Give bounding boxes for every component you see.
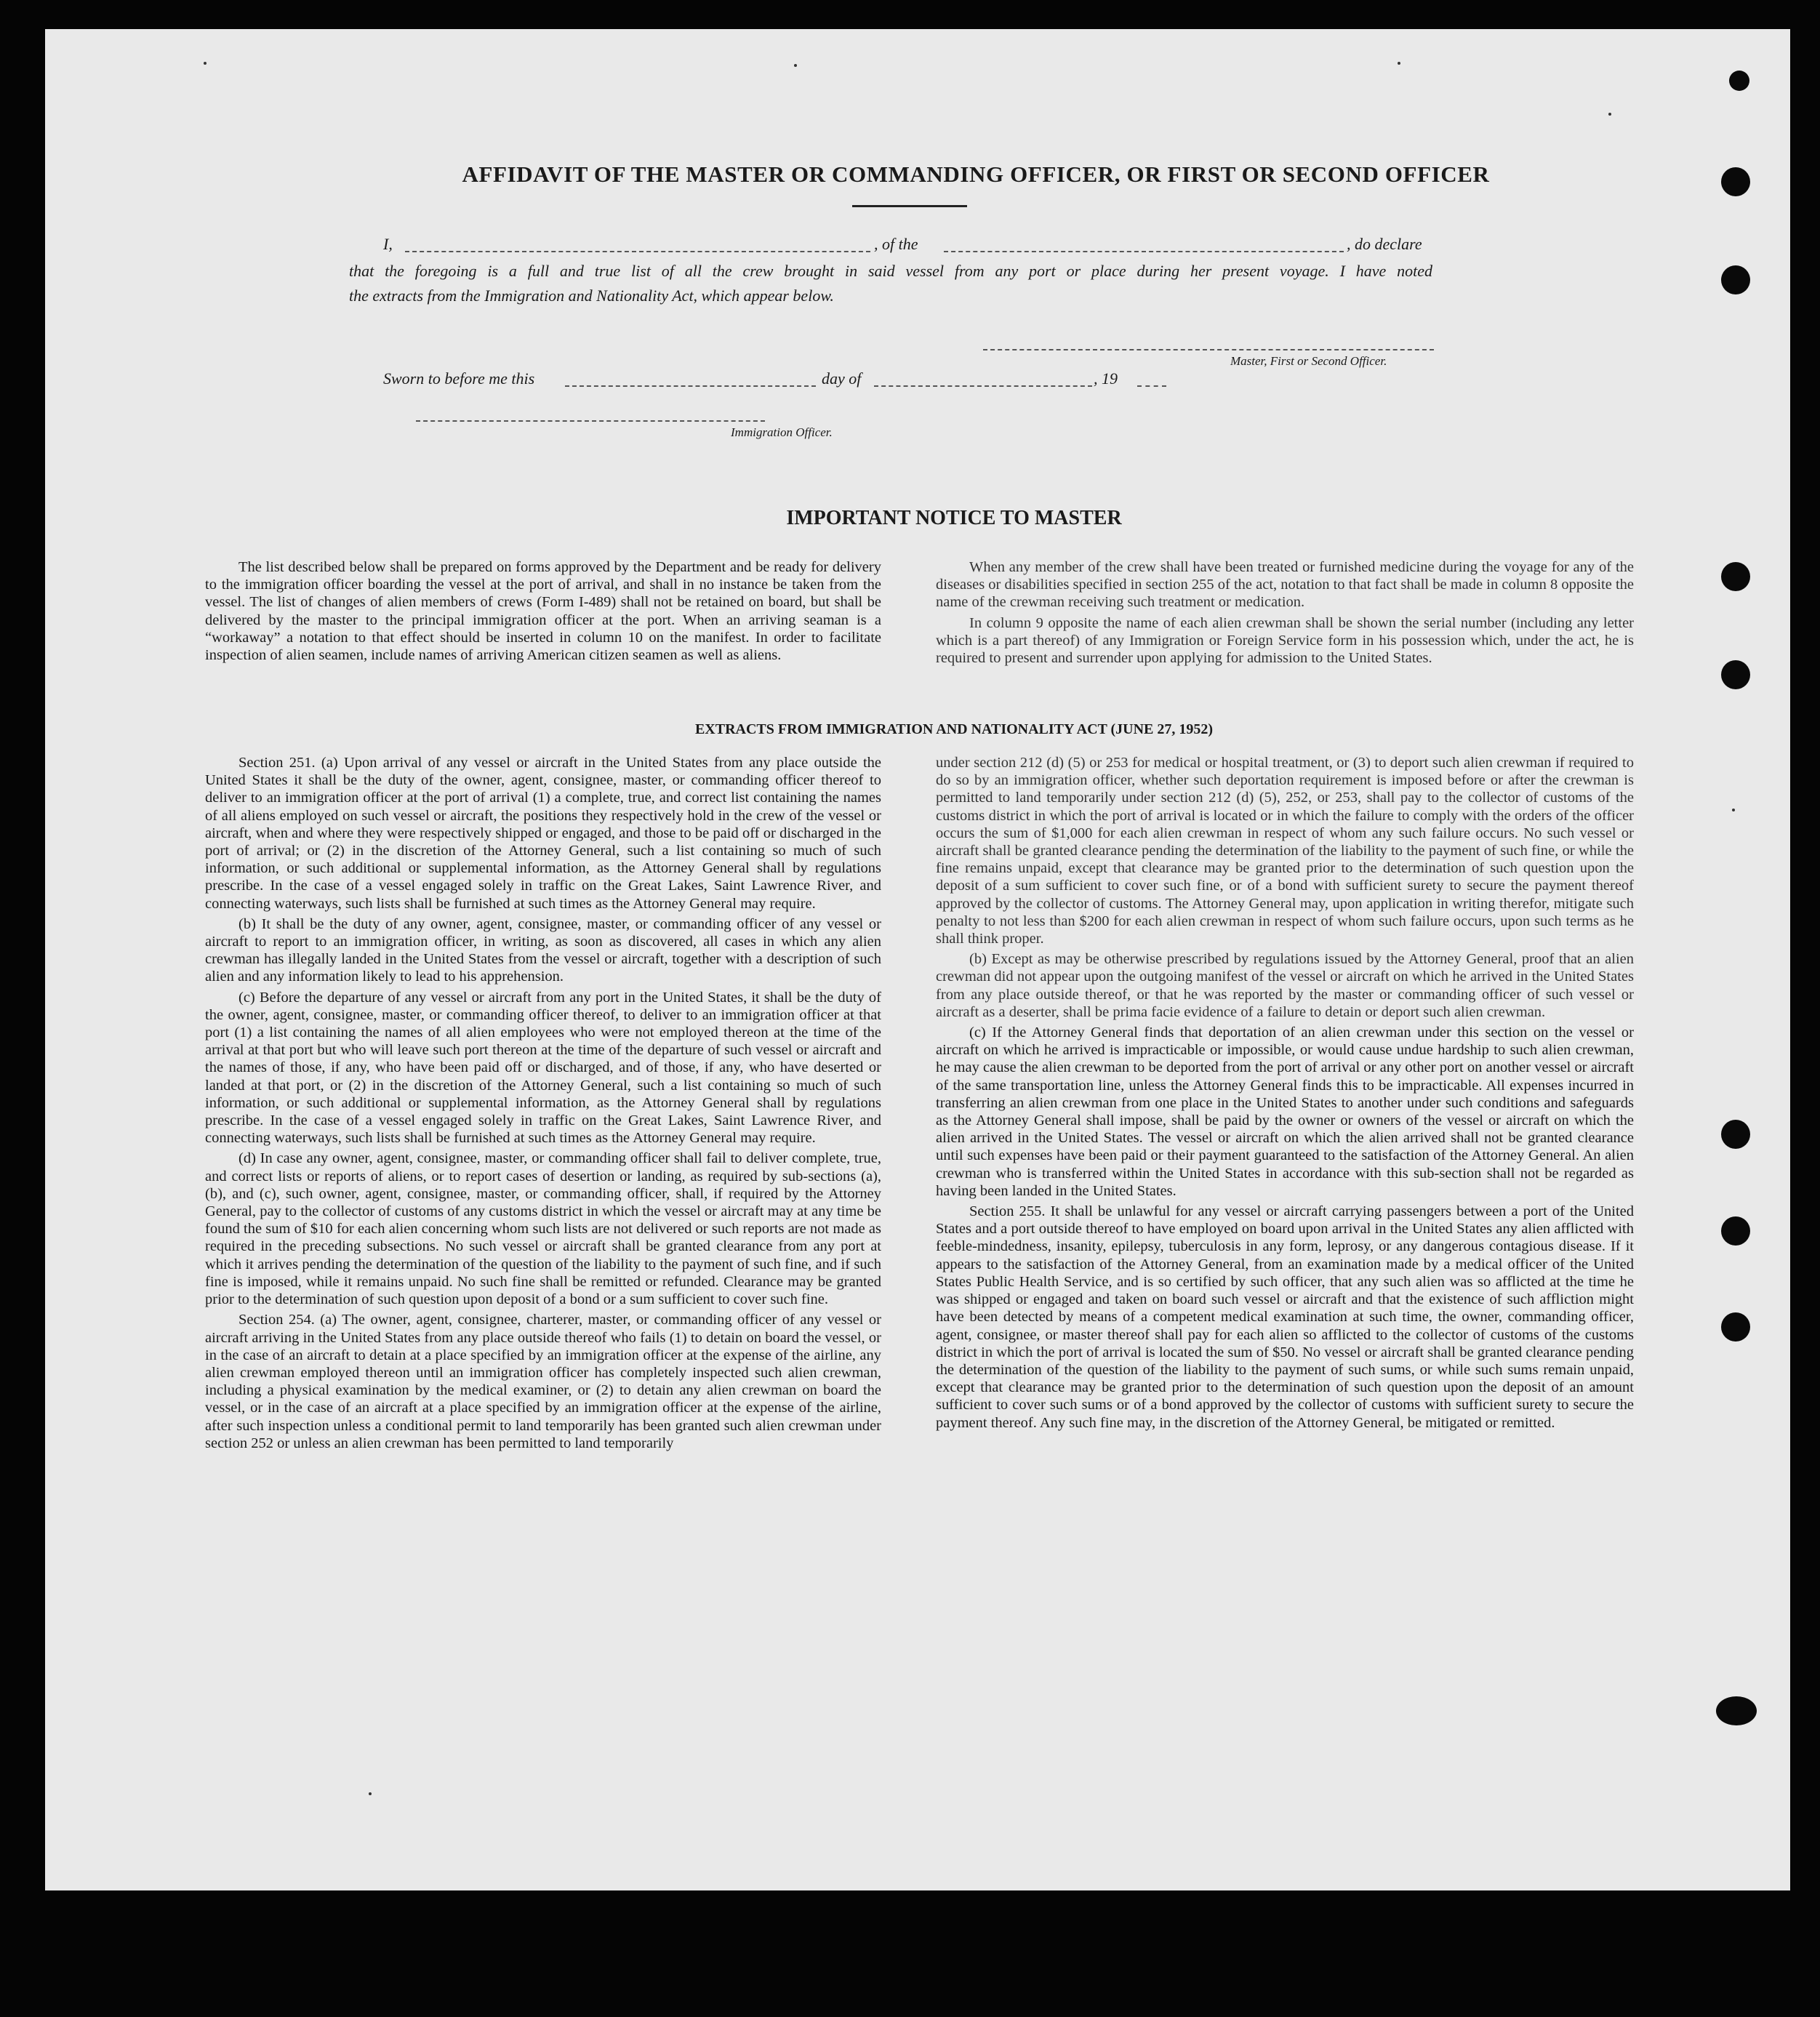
officer-signature-line — [983, 349, 1434, 350]
affidavit-title: AFFIDAVIT OF THE MASTER OR COMMANDING OFFICER, OR FIRST OR SECOND OFFICER — [462, 161, 1490, 187]
section-254-a-continued: under section 212 (d) (5) or 253 for medical or hospital treatment, or (3) to deport such alien crewman if required to do so by an immigration officer, whether such deportation requirement is imposed before or after the crewman is permitted to land temporarily under section 212 (d) (5), 252, or 253, shall pay to the collector of customs of the customs district in which the port of arrival is located or in which the failure to comply with the orders of the officer occurs the sum of $1,000 for each alien crewman in respect of whom any such failure occurs. No such vessel or aircraft shall be granted clearance pending the determination of the liability to the payment of such fine, or while the fine remains unpaid, except that clearance may be granted prior to the determination of such question upon the deposit of a sum sufficient to cover such fine, or of a bond with sufficient surety to secure the payment thereof approved by the collector of customs. The Attorney General may, upon application in writing therefor, mitigate such penalty to not less than $200 for each alien crewman in respect of whom such failure occurs, upon such terms as he shall think proper. — [936, 755, 1634, 947]
sworn-label: Sworn to before me this — [383, 369, 535, 388]
scan-speck — [794, 64, 797, 67]
section-251-b: (b) It shall be the duty of any owner, agent, consignee, master, or commanding officer of any vessel or aircraft to report to an immigration officer, in writing, as soon as discovered, all cases in which any alien crewman has illegally landed in the United States from the vessel or aircraft, together with a description of such alien and any information likely to lead to his apprehension. — [205, 915, 881, 985]
section-251-c: (c) Before the departure of any vessel or aircraft from any port in the United States, it shall be the duty of the owner, agent, consignee, master, or commanding officer thereof, to deliver to an immigration officer at that port (1) a list containing the names of all alien employees who were not employed thereon at the time of the arrival at that port but who will leave such port thereon at the time of the departure of such vessel or aircraft and the names of those, if any, who have been paid off or discharged, and of those, if any, who have deserted or landed at that port, or (2) in the discretion of the Attorney General, such a list containing so much of such information, or such additional or supplemental information, as the Attorney General shall by regulations prescribe. In the case of a vessel engaged solely in traffic on the Great Lakes, Saint Lawrence River, and connecting waterways, such lists shall be furnished at such times as the Attorney General may require. — [205, 989, 881, 1147]
scan-speck — [204, 62, 207, 65]
section-254-b: (b) Except as may be otherwise prescribed by regulations issued by the Attorney General, proof that an alien crewman did not appear upon the outgoing manifest of the vessel or aircraft on which he arrived in the United States from any place outside thereof, or that he was reported by the master or commanding officer of such vessel or aircraft as a deserter, shall be prima facie evidence of a failure to detain or deport such alien crewman. — [936, 951, 1634, 1020]
sworn-year-label: , 19 — [1094, 369, 1118, 388]
extracts-right-column — [936, 754, 1634, 1435]
extracts-left-column — [205, 754, 881, 1455]
binder-hole — [1716, 1696, 1757, 1725]
binder-hole — [1721, 660, 1750, 689]
officer-signature-caption: Master, First or Second Officer. — [1230, 354, 1387, 368]
name-blank-line — [405, 251, 870, 252]
affidavit-do-declare-label: , do declare — [1347, 235, 1422, 253]
section-251-a: Section 251. (a) Upon arrival of any vessel or aircraft in the United States from any place outside the United States it shall be the duty of the owner, agent, consignee, master, or commanding officer thereof to deliver to an immigration officer at the port of arrival (1) a complete, true, and correct list containing the names of all aliens employed on such vessel or aircraft, the positions they respectively hold in the crew of the vessel or aircraft, when and where they were respectively shipped or engaged, and those to be paid off or discharged in the port of arrival; or (2) in the discretion of the Attorney General, such a list containing so much of such information, or such additional or supplemental information, as the Attorney General shall by regulations prescribe. In the case of a vessel engaged solely in traffic on the Great Lakes, Saint Lawrence River, and connecting waterways, such lists shall be furnished at such times as the Attorney General may require. — [205, 755, 881, 912]
binder-hole — [1721, 1216, 1750, 1246]
notice-title: IMPORTANT NOTICE TO MASTER — [786, 507, 1122, 529]
section-254-a: Section 254. (a) The owner, agent, consignee, charterer, master, or commanding officer of any vessel or aircraft arriving in the United States from any place outside thereof who fails (1) to detain on board the vessel, or in the case of an aircraft to detain at a place specified by an immigration officer at the expense of the airline, any alien crewman employed thereon until an immigration officer has completely inspected such alien crewman, including a physical examination by the medical examiner, or (2) to detain any alien crewman on board the vessel, or in the case of an aircraft at a place specified by an immigration officer at the expense of the airline, after such inspection unless a conditional permit to land temporarily has been granted such alien crewman under section 252 or unless an alien crewman has been permitted to land temporarily — [205, 1312, 881, 1451]
vessel-blank-line — [944, 251, 1344, 252]
document-page — [45, 29, 1790, 1890]
binder-hole — [1729, 71, 1749, 91]
binder-hole — [1721, 562, 1750, 591]
scan-speck — [1732, 809, 1735, 811]
notice-right-paragraph-2: In column 9 opposite the name of each alien crewman shall be shown the serial number (including any letter which is a part thereof) of any Immigration or Foreign Service form in his possession which, under the act, he is required to present and surrender upon applying for admission to the United States. — [936, 614, 1634, 667]
binder-hole — [1721, 1312, 1750, 1342]
sworn-day-of-label: day of — [822, 369, 862, 388]
title-underline — [852, 205, 967, 207]
extracts-title: EXTRACTS FROM IMMIGRATION AND NATIONALITY ACT (JUNE 27, 1952) — [694, 721, 1214, 737]
affidavit-i-label: I, — [383, 235, 393, 253]
binder-hole — [1721, 265, 1750, 294]
affidavit-of-the-label: , of the — [874, 235, 918, 253]
immigration-signature-line — [416, 420, 765, 422]
scan-speck — [1608, 113, 1611, 116]
binder-hole — [1721, 167, 1750, 196]
notice-left-column — [205, 558, 881, 667]
section-254-c: (c) If the Attorney General finds that deportation of an alien crewman under this section on the vessel or aircraft on which he arrived is impracticable or impossible, or would cause undue hardship to such alien crewman, he may cause the alien crewman to be deported from the port of arrival or any other port on another vessel or aircraft of the same transportation line, unless the Attorney General finds this to be impracticable. All expenses incurred in transferring an alien crewman from one place in the United States to another under such conditions and safeguards as the Attorney General shall impose, shall be paid by the owner or owners of the vessel or aircraft on which the alien arrived in the United States. The vessel or aircraft on which the alien arrived shall not be granted clearance until such expenses have been paid or their payment guaranteed to the satisfaction of the Attorney General. An alien crewman who is transferred within the United States in accordance with this sub-section shall not be regarded as having been landed in the United States. — [936, 1024, 1634, 1199]
immigration-officer-caption: Immigration Officer. — [731, 425, 833, 439]
scan-speck — [369, 1792, 372, 1795]
notice-right-column — [936, 558, 1634, 670]
sworn-day-blank — [565, 385, 816, 387]
notice-right-paragraph-1: When any member of the crew shall have been treated or furnished medicine during the voyage for any of the diseases or disabilities specified in section 255 of the act, notation to that fact shall be made in column 8 opposite the name of the crewman receiving such treatment or medication. — [936, 559, 1634, 611]
binder-hole — [1721, 1120, 1750, 1149]
sworn-month-blank — [874, 385, 1092, 387]
sworn-year-blank — [1137, 385, 1166, 387]
affidavit-line-2: that the foregoing is a full and true list of all the crew brought in said vessel from any port or place during her present voyage. I have noted — [349, 262, 1432, 280]
affidavit-line-3: the extracts from the Immigration and Nationality Act, which appear below. — [349, 286, 834, 305]
section-251-d: (d) In case any owner, agent, consignee, master, or commanding officer shall fail to deliver complete, true, and correct lists or reports of aliens, or to report cases of desertion or landing, as required by sub-sections (a), (b), and (c), such owner, agent, consignee, master, or commanding officer, shall, if required by the Attorney General, pay to the collector of customs of any customs district in which the vessel or aircraft may at any time be found the sum of $10 for each alien concerning whom such lists are not delivered or such reports are not made as required in the preceding subsections. No such vessel or aircraft shall be granted clearance from any port at which it arrives pending the determination of the question of the liability to the payment of such fine, and if such fine is imposed, while it remains unpaid. No such fine shall be remitted or refunded. Clearance may be granted prior to the determination of such question upon deposit of a bond or a sum sufficient to cover such fine. — [205, 1150, 881, 1308]
section-255: Section 255. It shall be unlawful for any vessel or aircraft carrying passengers between a port of the United States and a port outside thereof to have employed on board upon arrival in the United States any alien afflicted with feeble-mindedness, insanity, epilepsy, tuberculosis in any form, leprosy, or any dangerous contagious disease. If it appears to the satisfaction of the Attorney General, from an examination made by a medical officer of the United States Public Health Service, and is so certified by such officer, that any such alien was so afflicted at the time he was shipped or engaged and taken on board such vessel or aircraft and that the existence of such affliction might have been detected by means of a competent medical examination at such time, the owner, commanding officer, agent, consignee, or master thereof shall pay for each alien so afflicted to the collector of customs of the customs district in which the port of arrival is located the sum of $50. No vessel or aircraft shall be granted clearance pending the determination of the question of the liability to the payment of such sums, or while such sums remain unpaid, except that clearance may be granted prior to the determination of such question upon the deposit of an amount sufficient to cover such sums or of a bond approved by the collector of customs with sufficient surety to secure the payment thereof. Any such fine may, in the discretion of the Attorney General, be mitigated or remitted. — [936, 1203, 1634, 1431]
scan-speck — [1398, 62, 1400, 65]
notice-left-paragraph: The list described below shall be prepared on forms approved by the Department and be ready for delivery to the immigration officer boarding the vessel at the port of arrival, and shall in no instance be taken from the vessel. The list of changes of alien members of crews (Form I-489) shall not be retained on board, but shall be delivered by the master to the principal immigration officer at the port. When an arriving seaman is a “workaway” a notation to that effect should be inserted in column 10 on the manifest. In order to facilitate inspection of alien seamen, include names of arriving American citizen seamen as well as aliens. — [205, 559, 881, 664]
